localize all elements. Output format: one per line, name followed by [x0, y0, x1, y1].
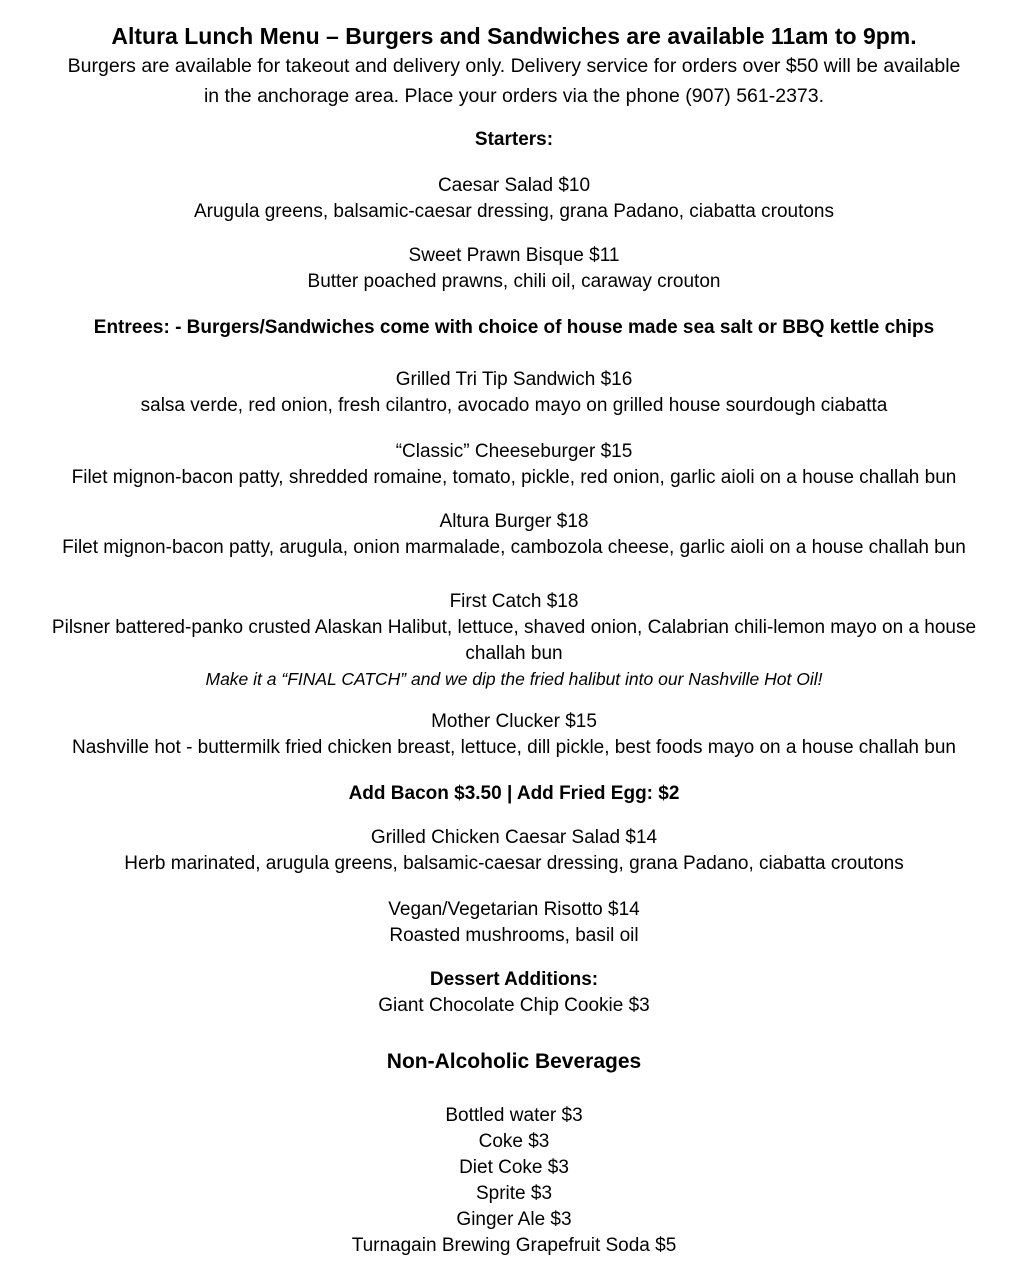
menu-item-desc: Filet mignon-bacon patty, shredded romaine, tomato, pickle, red onion, garlic aioli on a house challah bun [71, 467, 957, 488]
beverages-heading: Non-Alcoholic Beverages [386, 1050, 642, 1073]
menu-item-desc: salsa verde, red onion, fresh cilantro, avocado mayo on grilled house sourdough ciabatta [140, 395, 888, 416]
menu-item-name: “Classic” Cheeseburger $15 [395, 441, 633, 462]
menu-item-note: Make it a “FINAL CATCH” and we dip the fried halibut into our Nashville Hot Oil! [205, 669, 823, 689]
intro-line: Burgers are available for takeout and delivery only. Delivery service for orders over $50 will be available [67, 55, 961, 77]
beverage-item: Ginger Ale $3 [456, 1209, 572, 1230]
menu-item-desc: Herb marinated, arugula greens, balsamic-caesar dressing, grana Padano, ciabatta croutons [124, 853, 904, 874]
menu-item-name: Sweet Prawn Bisque $11 [408, 245, 620, 266]
beverage-item: Diet Coke $3 [459, 1157, 569, 1178]
menu-item-desc: Pilsner battered-panko crusted Alaskan Halibut, lettuce, shaved onion, Calabrian chili-lemon mayo on a house [51, 617, 977, 638]
beverage-item: Sprite $3 [475, 1183, 553, 1204]
menu-item-name: Giant Chocolate Chip Cookie $3 [378, 995, 650, 1016]
menu-item-name: Vegan/Vegetarian Risotto $14 [388, 899, 640, 920]
menu-item-name: First Catch $18 [449, 591, 579, 612]
entrees-heading: Entrees: - Burgers/Sandwiches come with choice of house made sea salt or BBQ kettle chips [93, 317, 935, 338]
menu-item-name: Caesar Salad $10 [437, 175, 591, 196]
menu-item-desc: Filet mignon-bacon patty, arugula, onion marmalade, cambozola cheese, garlic aioli on a house challah bun [62, 537, 966, 558]
menu-item-name: Grilled Tri Tip Sandwich $16 [395, 369, 633, 390]
menu-item-desc: Arugula greens, balsamic-caesar dressing, grana Padano, ciabatta croutons [193, 201, 835, 222]
beverage-item: Turnagain Brewing Grapefruit Soda $5 [351, 1235, 677, 1256]
intro-line: in the anchorage area. Place your orders via the phone (907) 561-2373. [203, 85, 825, 107]
starters-heading: Starters: [474, 129, 554, 150]
menu-item-desc: challah bun [465, 643, 563, 664]
dessert-heading: Dessert Additions: [429, 969, 599, 990]
addons-line: Add Bacon $3.50 | Add Fried Egg: $2 [348, 783, 680, 804]
menu-title: Altura Lunch Menu – Burgers and Sandwiches are available 11am to 9pm. [111, 23, 917, 49]
menu-item-name: Grilled Chicken Caesar Salad $14 [370, 827, 658, 848]
menu-item-desc: Nashville hot - buttermilk fried chicken breast, lettuce, dill pickle, best foods mayo on a house challah bun [72, 737, 956, 758]
menu-item-name: Altura Burger $18 [439, 511, 589, 532]
menu-item-name: Mother Clucker $15 [431, 711, 597, 732]
beverage-item: Bottled water $3 [445, 1105, 583, 1126]
menu-item-desc: Roasted mushrooms, basil oil [389, 925, 639, 946]
menu-item-desc: Butter poached prawns, chili oil, caraway crouton [307, 271, 721, 292]
beverage-item: Coke $3 [478, 1131, 550, 1152]
